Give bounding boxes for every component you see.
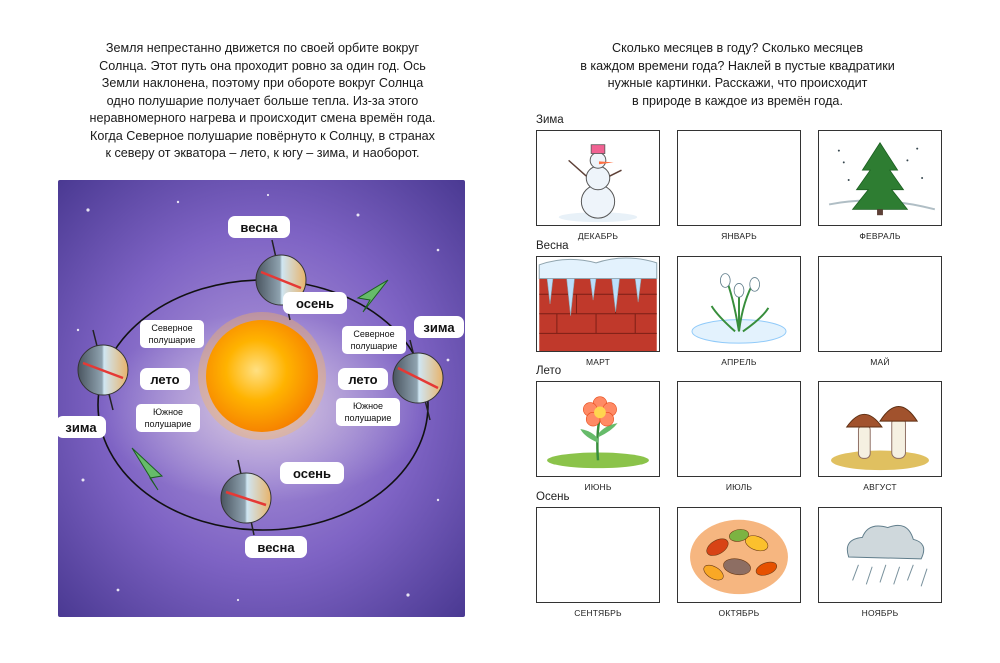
task-paragraph (545, 40, 930, 110)
month-label: ЯНВАРЬ (721, 231, 757, 241)
south-hemisphere-label-right-line2: полушарие (344, 413, 392, 423)
season-label-winter-right: зима (423, 320, 455, 335)
task-line: Сколько месяцев в году? Сколько месяцев (611, 41, 864, 55)
rain-cloud-illustration (819, 508, 941, 602)
rain-cloud-picture[interactable] (818, 507, 942, 603)
south-hemisphere-label-left-line2: полушарие (144, 419, 192, 429)
empty-sticker-slot[interactable] (677, 130, 801, 226)
month-label: АПРЕЛЬ (721, 357, 757, 367)
intro-line: к северу от экватора – лето, к югу – зима, и наоборот. (105, 146, 420, 160)
icicles-roof-picture[interactable] (536, 256, 660, 352)
intro-line: Когда Северное полушарие повёрнуто к Солнцу, в странах (90, 128, 435, 143)
season-label-winter-left: зима (65, 420, 97, 435)
month-label: ИЮЛЬ (725, 482, 753, 492)
north-hemisphere-label-left-line2: полушарие (148, 335, 196, 345)
month-label: ИЮНЬ (584, 482, 612, 492)
season-label-autumn-top: осень (295, 296, 335, 311)
season-label-spring-top: весна (240, 220, 278, 235)
north-hemisphere-label-left: Северное (151, 323, 193, 333)
north-hemisphere-label-right: Северное (353, 329, 395, 339)
season-label-summer-right: лето (348, 372, 378, 387)
season-heading-summer: Лето (536, 365, 562, 377)
earth-orbit-diagram (58, 180, 465, 617)
north-hemisphere-label-right-line2: полушарие (350, 341, 398, 351)
season-label-autumn-bottom: осень (292, 466, 332, 481)
month-label: ФЕВРАЛЬ (859, 231, 901, 241)
sun (198, 312, 326, 440)
month-label: СЕНТЯБРЬ (574, 608, 622, 618)
intro-line: одно полушарие получает больше тепла. Из-за этого (106, 93, 419, 108)
season-label-summer-left: лето (150, 372, 180, 387)
season-heading-spring: Весна (536, 240, 569, 252)
mushrooms-illustration (819, 382, 941, 476)
autumn-leaves-picture[interactable] (677, 507, 801, 603)
snowdrops-illustration (678, 257, 800, 351)
snowdrops-picture[interactable] (677, 256, 801, 352)
month-label: МАРТ (585, 357, 611, 367)
task-line: в каждом времени года? Наклей в пустые квадратики (580, 58, 895, 73)
snowman-picture[interactable] (536, 130, 660, 226)
empty-sticker-slot[interactable] (536, 507, 660, 603)
intro-paragraph (60, 40, 465, 163)
empty-sticker-slot[interactable] (818, 256, 942, 352)
south-hemisphere-label-right: Южное (352, 401, 384, 411)
month-label: АВГУСТ (863, 482, 897, 492)
season-label-spring-bottom: весна (257, 540, 295, 555)
intro-line: неравномерного нагрева и происходит смена времён года. (89, 111, 436, 125)
season-heading-autumn: Осень (536, 491, 570, 503)
season-heading-winter: Зима (536, 114, 564, 126)
snowman-illustration (537, 131, 659, 225)
mushrooms-picture[interactable] (818, 381, 942, 477)
flower-picture[interactable] (536, 381, 660, 477)
task-line: в природе в каждое из времён года. (632, 93, 843, 108)
empty-sticker-slot[interactable] (677, 381, 801, 477)
month-label: МАЙ (870, 357, 890, 367)
spruce-blizzard-picture[interactable] (818, 130, 942, 226)
intro-line: Земля непрестанно движется по своей орбите вокруг (105, 41, 420, 55)
south-hemisphere-label-left: Южное (152, 407, 184, 417)
autumn-leaves-illustration (678, 508, 800, 602)
month-label: НОЯБРЬ (861, 608, 899, 618)
flower-illustration (537, 382, 659, 476)
month-label: ДЕКАБРЬ (577, 231, 619, 241)
orbit-illustration (58, 180, 465, 617)
month-label: ОКТЯБРЬ (718, 608, 760, 618)
spruce-illustration (819, 131, 941, 225)
intro-line: Солнца. Этот путь она проходит ровно за один год. Ось (99, 58, 426, 73)
task-line: нужные картинки. Расскажи, что происходит (607, 76, 868, 90)
intro-line: Земли наклонена, поэтому при обороте вокруг Солнца (101, 76, 424, 90)
icicles-illustration (537, 257, 659, 351)
